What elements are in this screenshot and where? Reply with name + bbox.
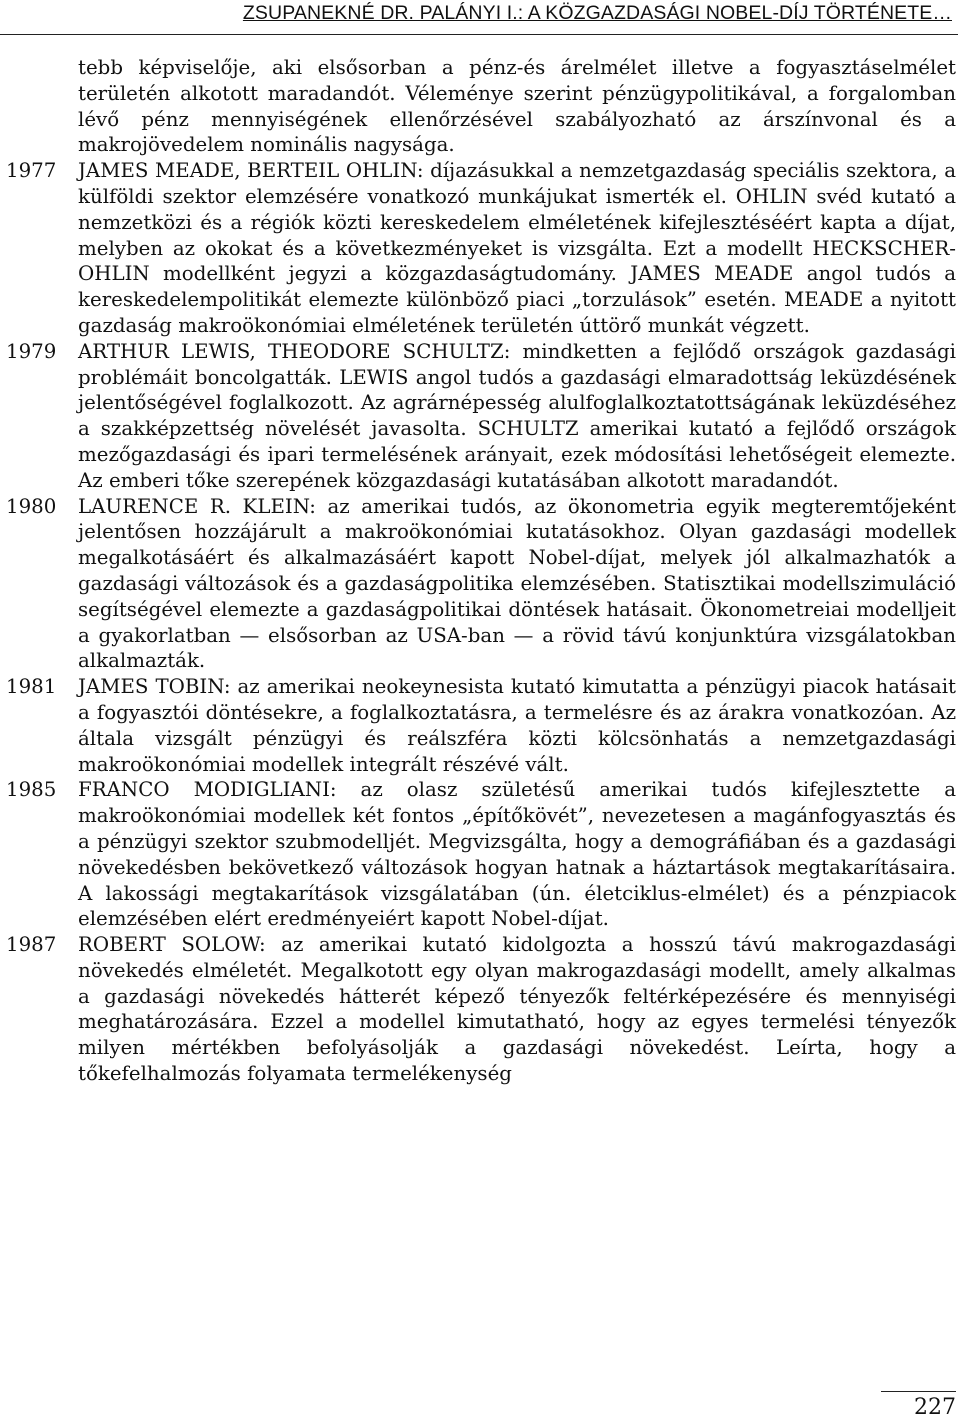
entry-year: 1979	[6, 339, 57, 363]
entry-text: LAURENCE R. KLEIN: az amerikai tudós, az ökonometria egyik megteremtőjeként jelentősen hozzájárult a makroökonómiai kutatásokhoz. Olyan gazdasági modellek megalkotásáért és alkalmazásáért kapott Nobel-díjat, melyek jól alkalmazhatók a gazdasági változások és a gazdaságpolitika elemzésében. Statisztikai modellszimuláció segítségével elemezte a gazdaságpolitikai döntések hatásait. Ökonometreiai modelljeit a gyakorlatban — elsősorban az USA-ban — a rövid távú konjunktúra vizsgálatokban alkalmazták.	[78, 494, 956, 673]
entry-year: 1985	[6, 778, 57, 802]
entry-year: 1987	[6, 933, 57, 957]
continuation-paragraph	[0, 55, 956, 158]
entry-1981	[0, 674, 956, 777]
running-header: ZSUPANEKNÉ DR. PALÁNYI I.: A KÖZGAZDASÁGI NOBEL-DÍJ TÖRTÉNETE…	[242, 2, 952, 24]
entry-year: 1980	[6, 494, 57, 518]
continuation-text: tebb képviselője, aki elsősorban a pénz-és árelmélet illetve a fogyasztáselmélet területén alkotott maradandót. Véleménye szerint pénzügypolitikával, a forgalomban lévő pénz mennyiségének ellenőrzésével szabályozható az árszínvonal és a makrojövedelem nominális nagysága.	[78, 56, 956, 157]
entry-text: JAMES MEADE, BERTEIL OHLIN: díjazásukkal a nemzetgazdaság speciális szektora, a külföldi szektor elemzésére vonatkozó munkájukat ismerték el. OHLIN svéd kutató a nemzetközi és a régiók közti kereskedelem elméletének kifejlesztéséért kapta a díjat, melyben az okokat és a következményeket is vizsgálta. Ezt a modellt HECKSCHER-OHLIN modellként jegyzi a közgazdaságtudomány. JAMES MEADE angol tudós a kereskedelempolitikát elemezte különböző piaci „torzulások” esetén. MEADE a nyitott gazdaság makroökonómiai elméletének területén úttörő munkát végzett.	[78, 159, 956, 337]
entry-1980	[0, 494, 956, 675]
entry-year: 1981	[6, 675, 57, 699]
entry-1985	[0, 777, 956, 932]
page-body	[0, 55, 956, 1087]
entry-text: ROBERT SOLOW: az amerikai kutató kidolgozta a hosszú távú makrogazdasági növekedés elméletét. Megalkotott egy olyan makrogazdasági modellt, amely alkalmas a gazdasági növekedés hátterét képező tényezők feltérképezésére és mennyiségi meghatározására. Ezzel a modellel kimutatható, hogy az egyes termelési tényezők milyen mértékben befolyásolják a gazdasági növekedést. Leírta, hogy a tőkefelhalmozás folyamata termelékenység	[78, 933, 956, 1086]
entry-text: ARTHUR LEWIS, THEODORE SCHULTZ: mindketten a fejlődő országok gazdasági problémáit boncolgatták. LEWIS angol tudós a gazdasági elmaradottság leküzdésének jelentőségével foglalkozott. Az agrárnépesség alulfoglalkoztatottságának leküzdéséhez a szakképzettség növelését javasolta. SCHULTZ amerikai kutató a fejlődő országok mezőgazdasági és ipari termelésének arányait, ezek módosítási lehetőségeit elemezte. Az emberi tőke szerepének közgazdasági kutatásában alkotott maradandót.	[78, 339, 956, 492]
entry-text: JAMES TOBIN: az amerikai neokeynesista kutató kimutatta a pénzügyi piacok hatásait a fogyasztói döntésekre, a foglalkoztatásra, a termelésre és az árakra vonatkozóan. Az általa vizsgált pénzügyi és reálszféra közti kölcsönhatás a nemzetgazdasági makroökonómiai modellek integrált részévé vált.	[78, 675, 956, 776]
entry-1987	[0, 932, 956, 1087]
entry-year: 1977	[6, 159, 57, 183]
entry-1979	[0, 339, 956, 494]
footer-rule	[881, 1391, 956, 1392]
header-rule	[0, 34, 958, 35]
page-number: 227	[914, 1395, 956, 1420]
entry-1977	[0, 158, 956, 339]
entry-text: FRANCO MODIGLIANI: az olasz születésű amerikai tudós kifejlesztette a makroökonómiai modellek két fontos „építőkövét”, nevezetesen a magánfogyasztás és a pénzügyi szektor szubmodelljét. Megvizsgálta, hogy a demográfiában és a gazdasági növekedésben bekövetkező változások hogyan hatnak a háztartások megtakarításaira. A lakossági megtakarítások vizsgálatában (ún. életciklus-elmélet) és a pénzpiacok elemzésében elért eredményeiért kapott Nobel-díjat.	[78, 778, 956, 931]
